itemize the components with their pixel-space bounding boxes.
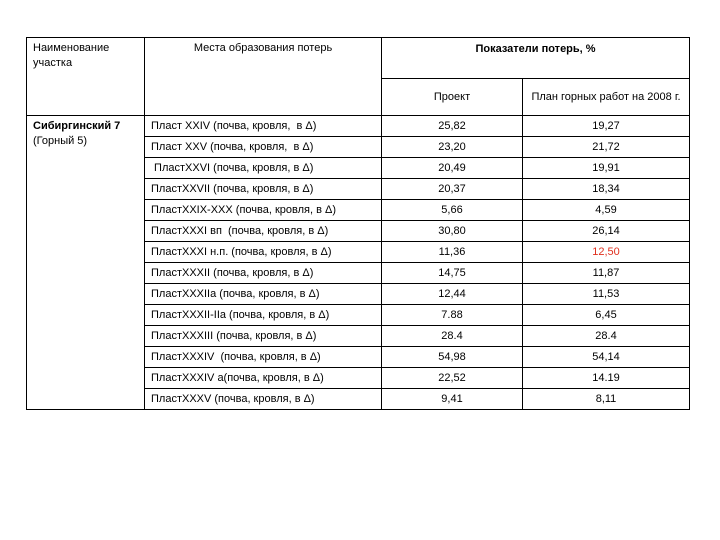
plan-value: 14.19 xyxy=(523,368,690,389)
site-subname: (Горный 5) xyxy=(33,135,88,147)
project-value: 12,44 xyxy=(382,284,523,305)
project-value: 54,98 xyxy=(382,347,523,368)
header-plan: План горных работ на 2008 г. xyxy=(523,79,690,116)
layer-cell: ПластXXXI н.п. (почва, кровля, в Δ) xyxy=(145,242,382,263)
plan-value: 21,72 xyxy=(523,137,690,158)
plan-value: 28.4 xyxy=(523,326,690,347)
table-row xyxy=(27,116,690,137)
layer-cell: Пласт XXV (почва, кровля, в Δ) xyxy=(145,137,382,158)
layer-cell: ПластXXXIII (почва, кровля, в Δ) xyxy=(145,326,382,347)
project-value: 20,37 xyxy=(382,179,523,200)
project-value: 7.88 xyxy=(382,305,523,326)
header-location: Места образования потерь xyxy=(145,38,382,116)
plan-value: 12,50 xyxy=(523,242,690,263)
layer-cell: ПластXXXII (почва, кровля, в Δ) xyxy=(145,263,382,284)
layer-cell: Пласт XXIV (почва, кровля, в Δ) xyxy=(145,116,382,137)
layer-cell: ПластXXVII (почва, кровля, в Δ) xyxy=(145,179,382,200)
plan-value: 19,91 xyxy=(523,158,690,179)
header-project: Проект xyxy=(382,79,523,116)
layer-cell: ПластXXXV (почва, кровля, в Δ) xyxy=(145,389,382,410)
site-cell xyxy=(27,116,145,410)
layer-cell: ПластXXXIIа (почва, кровля, в Δ) xyxy=(145,284,382,305)
project-value: 20,49 xyxy=(382,158,523,179)
project-value: 23,20 xyxy=(382,137,523,158)
plan-value: 4,59 xyxy=(523,200,690,221)
project-value: 22,52 xyxy=(382,368,523,389)
header-indicators: Показатели потерь, % xyxy=(382,38,690,79)
layer-cell: ПластXXXII-IIа (почва, кровля, в Δ) xyxy=(145,305,382,326)
layer-cell: ПластXXXIV (почва, кровля, в Δ) xyxy=(145,347,382,368)
site-name: Сибиргинский 7 xyxy=(33,120,121,132)
plan-value: 19,27 xyxy=(523,116,690,137)
plan-value: 18,34 xyxy=(523,179,690,200)
layer-cell: ПластXXVI (почва, кровля, в Δ) xyxy=(145,158,382,179)
plan-value: 11,53 xyxy=(523,284,690,305)
project-value: 28.4 xyxy=(382,326,523,347)
loss-table-container xyxy=(26,37,689,410)
loss-indicators-table xyxy=(26,37,690,410)
header-site: Наименование участка xyxy=(27,38,145,116)
plan-value: 6,45 xyxy=(523,305,690,326)
plan-value: 26,14 xyxy=(523,221,690,242)
project-value: 9,41 xyxy=(382,389,523,410)
project-value: 30,80 xyxy=(382,221,523,242)
header-row xyxy=(27,38,690,79)
project-value: 14,75 xyxy=(382,263,523,284)
plan-value: 11,87 xyxy=(523,263,690,284)
layer-cell: ПластXXXI вп (почва, кровля, в Δ) xyxy=(145,221,382,242)
project-value: 25,82 xyxy=(382,116,523,137)
plan-value: 8,11 xyxy=(523,389,690,410)
project-value: 5,66 xyxy=(382,200,523,221)
layer-cell: ПластXXXIV а(почва, кровля, в Δ) xyxy=(145,368,382,389)
plan-value: 54,14 xyxy=(523,347,690,368)
layer-cell: ПластXXIX-XXX (почва, кровля, в Δ) xyxy=(145,200,382,221)
project-value: 11,36 xyxy=(382,242,523,263)
